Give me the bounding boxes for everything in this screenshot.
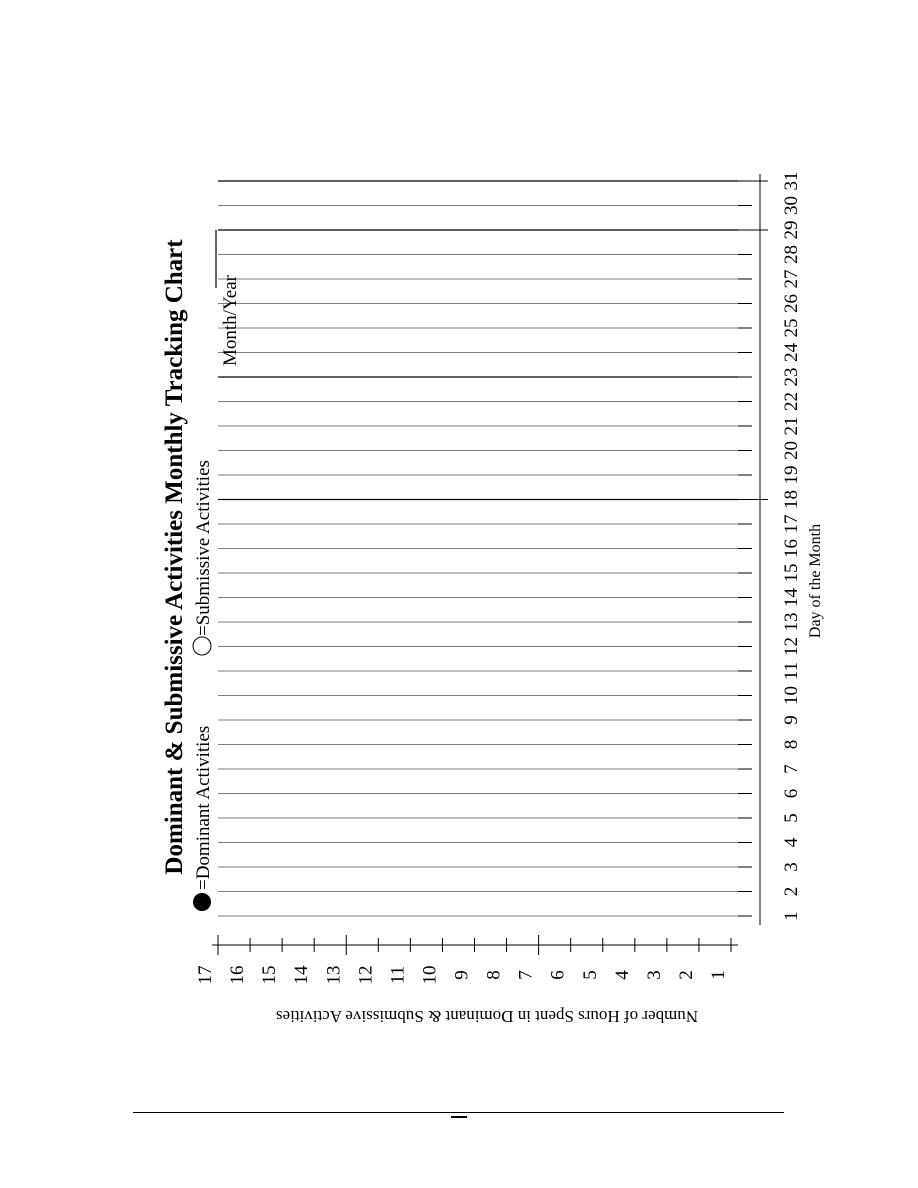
day-tick-label: 6 (781, 788, 802, 799)
day-tick-label: 13 (781, 612, 802, 632)
hour-tick-label: 7 (515, 970, 537, 980)
hour-axis (195, 935, 738, 985)
hour-tick-label: 2 (675, 970, 697, 980)
hour-tick-label: 16 (227, 965, 249, 985)
day-tick-label: 9 (781, 715, 802, 725)
day-tick-label: 18 (781, 490, 802, 509)
day-tick-label: 21 (781, 416, 802, 436)
hour-tick-label: 1 (708, 970, 729, 980)
hour-tick-label: 5 (579, 970, 601, 980)
hour-tick-label: 8 (483, 970, 505, 980)
day-tick-label: 14 (781, 588, 802, 607)
day-tick-label: 17 (781, 514, 802, 534)
day-tick-label: 15 (781, 563, 802, 583)
hour-tick-label: 6 (547, 970, 569, 980)
day-tick-label: 1 (781, 911, 802, 921)
day-tick-label: 3 (781, 862, 802, 872)
hour-tick-label: 11 (387, 965, 409, 985)
day-tick-label: 27 (781, 269, 802, 289)
day-tick-label: 26 (781, 294, 802, 313)
day-tick-label: 31 (781, 171, 802, 191)
day-tick-label: 24 (781, 343, 802, 362)
day-tick-label: 10 (781, 686, 802, 705)
legend-dominant-label: =Dominant Activities (193, 725, 214, 890)
hour-tick-label: 10 (419, 965, 441, 985)
hour-tick-label: 3 (643, 970, 665, 980)
day-tick-label: 23 (781, 367, 802, 387)
footer-mark (451, 1116, 467, 1118)
day-tick-label: 8 (781, 739, 802, 750)
day-tick-label: 7 (781, 764, 802, 774)
day-tick-label: 11 (781, 661, 802, 681)
hour-tick-label: 13 (323, 965, 345, 985)
chart-title: Dominant & Submissive Activities Monthly Tracking Chart (161, 239, 188, 875)
dominant-marker-icon (193, 893, 211, 911)
y-axis-label: Number of Hours Spent in Dominant & Submissive Activities (275, 1007, 699, 1026)
day-tick-label: 30 (781, 196, 802, 215)
day-tick-label: 28 (781, 245, 802, 264)
footer-rule (133, 1112, 784, 1113)
hour-tick-label: 17 (195, 965, 216, 985)
legend-submissive-label: =Submissive Activities (193, 460, 214, 636)
day-tick-label: 5 (781, 813, 802, 823)
chart-grid (218, 174, 768, 925)
day-tick-label: 22 (781, 392, 802, 411)
day-tick-label: 2 (781, 886, 802, 897)
hour-tick-label: 14 (291, 965, 313, 985)
day-tick-labels (781, 172, 802, 921)
hour-tick-label: 12 (355, 965, 377, 985)
day-tick-label: 20 (781, 441, 802, 460)
x-axis-label: Day of the Month (807, 523, 824, 639)
day-tick-label: 29 (781, 220, 802, 240)
submissive-marker-icon (193, 637, 211, 655)
day-tick-label: 19 (781, 465, 802, 485)
day-tick-label: 25 (781, 318, 802, 338)
day-tick-label: 12 (781, 637, 802, 656)
hour-tick-label: 4 (611, 970, 633, 980)
month-year-label: Month/Year (220, 275, 241, 366)
day-tick-label: 16 (781, 539, 802, 558)
hour-tick-label: 15 (259, 965, 281, 985)
day-tick-label: 4 (781, 837, 802, 848)
hour-tick-label: 9 (451, 970, 473, 980)
